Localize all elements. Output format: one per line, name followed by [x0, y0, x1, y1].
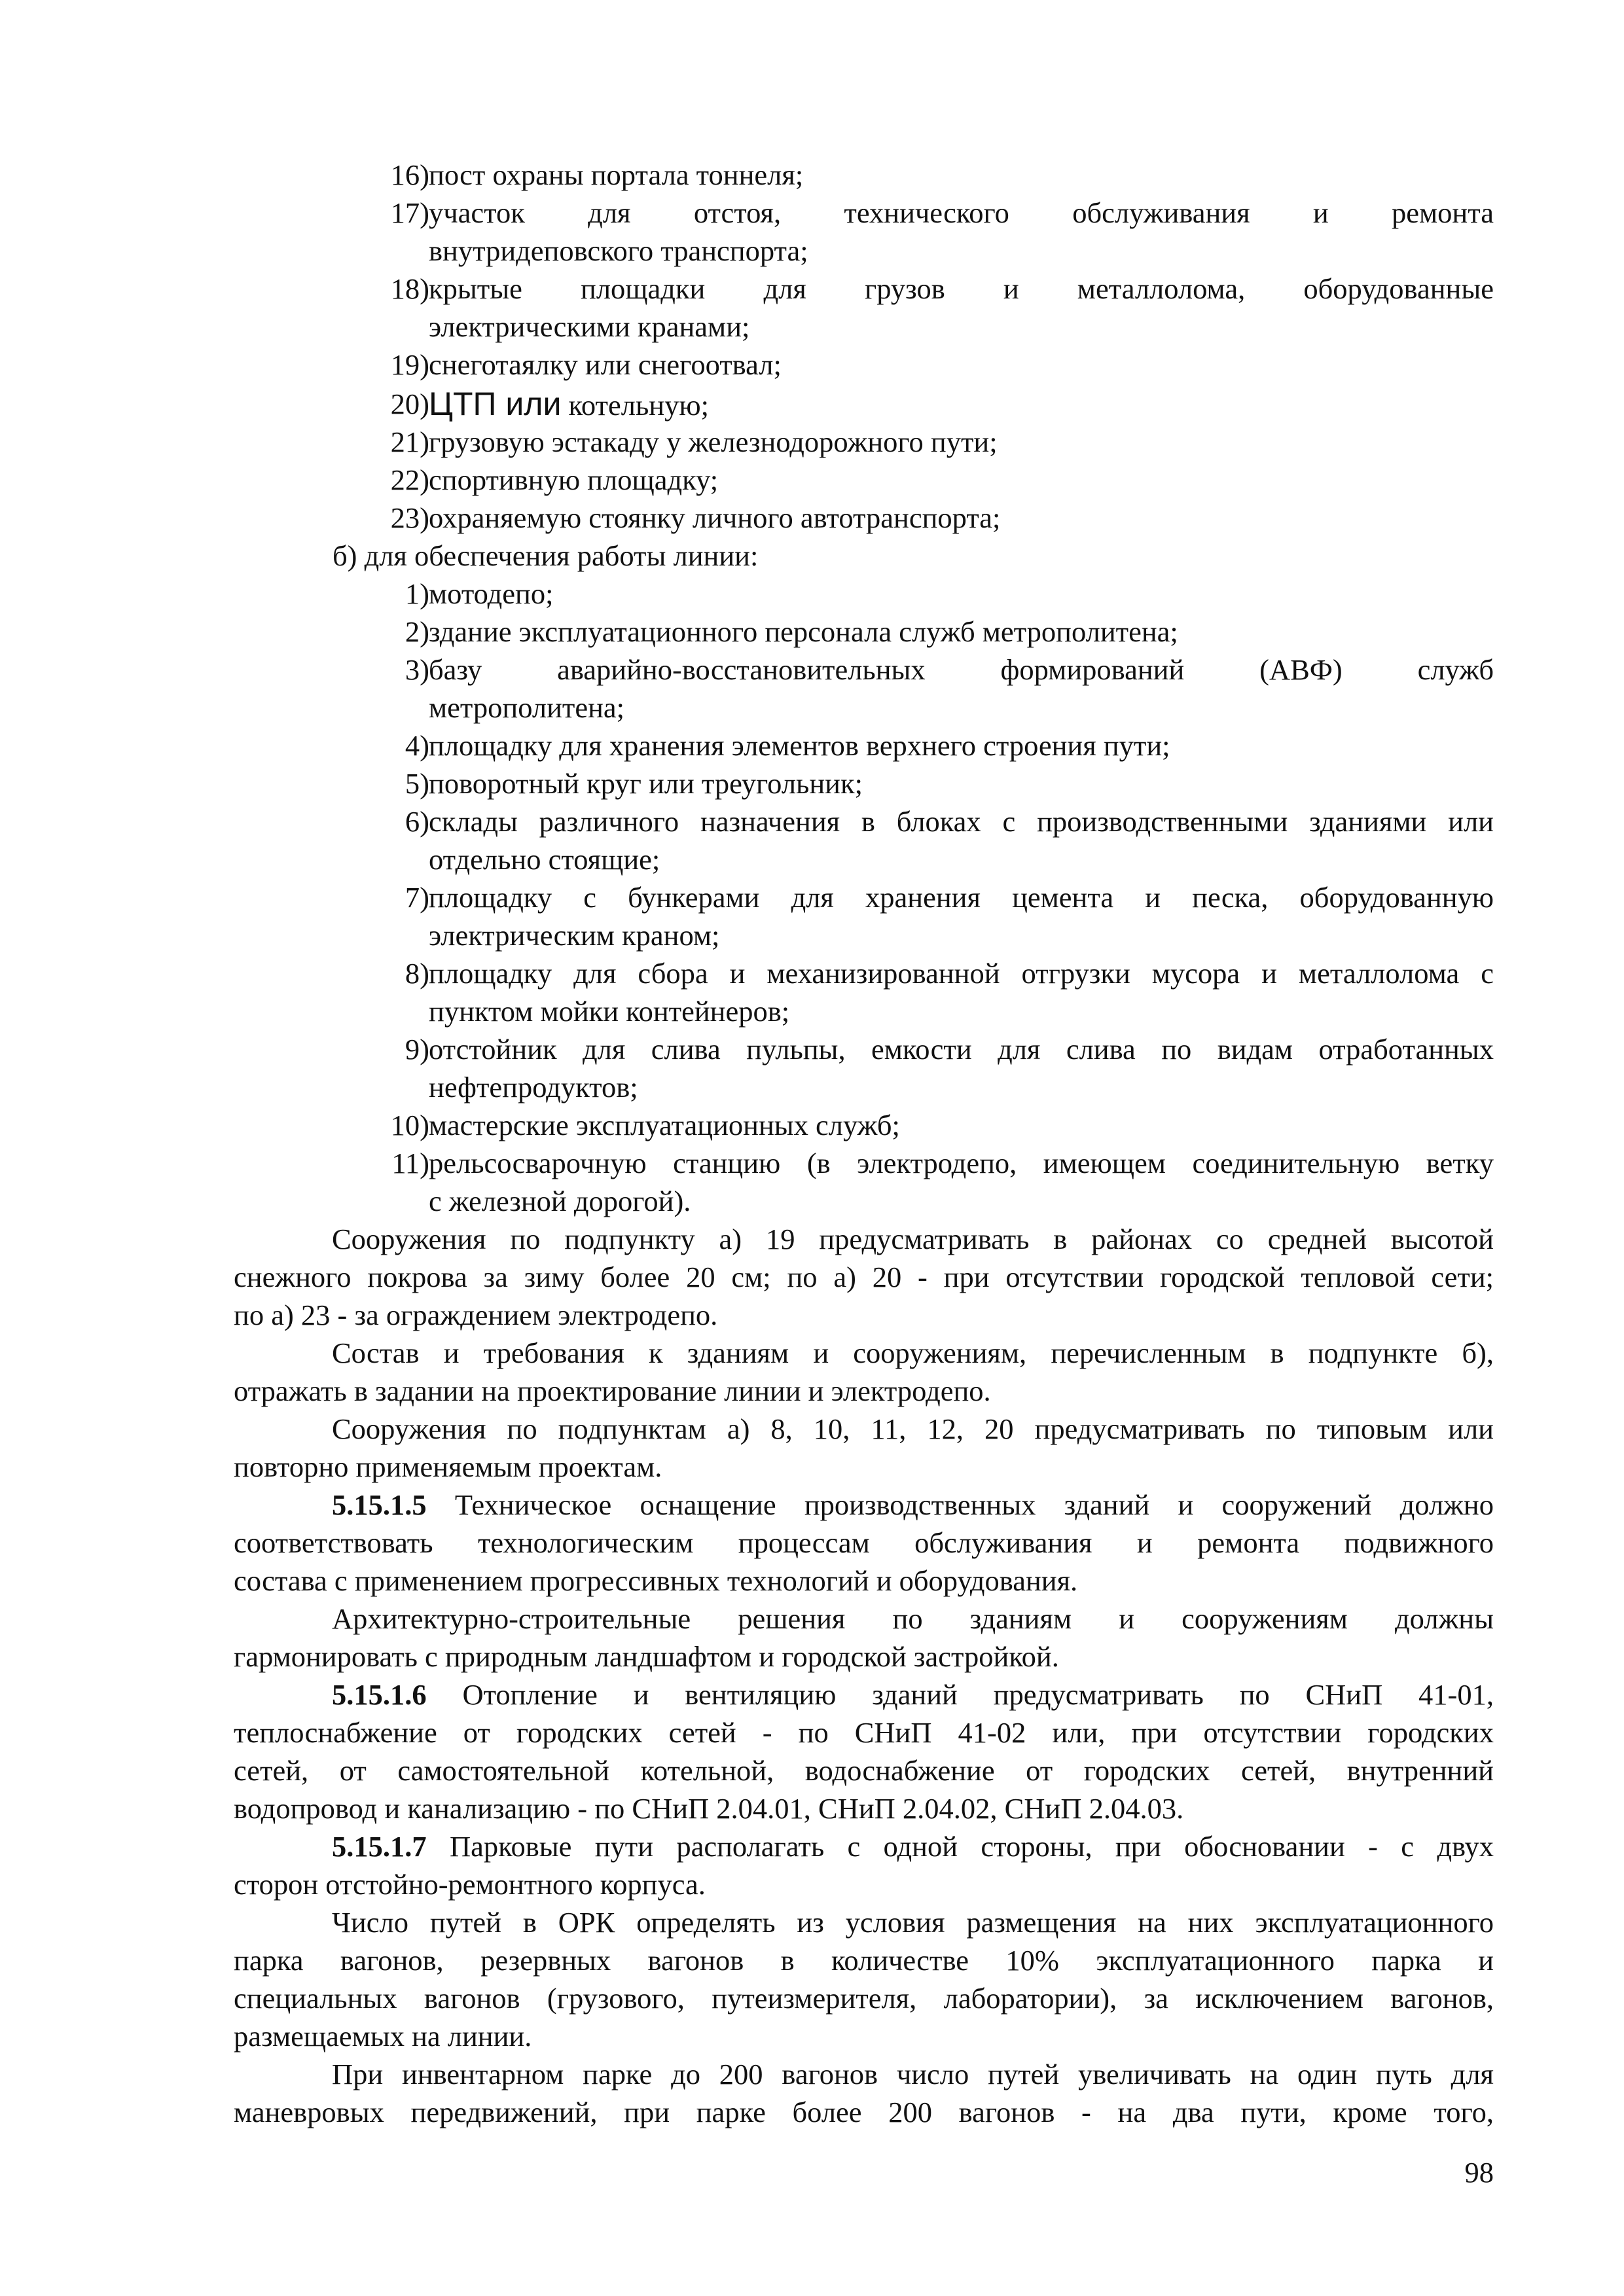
list-item-text: внутридеповского транспорта; [429, 234, 808, 267]
list-item-number: 20) [390, 387, 429, 420]
paragraph-line: размещаемых на линии. [234, 2020, 532, 2053]
paragraph-line: маневровых передвижений, при парке более 200 вагонов - на два пути, кроме того, [234, 2096, 1494, 2128]
list-item-text: мастерские эксплуатационных служб; [429, 1109, 900, 1141]
list-item-text: спортивную площадку; [429, 463, 719, 496]
clause-text: Парковые пути располагать с одной стороны, при обосновании - с двух [426, 1830, 1494, 1863]
list-item-text: отстойник для слива пульпы, емкости для слива по видам отработанных [429, 1033, 1494, 1066]
list-item-text: площадку для сбора и механизированной отгрузки мусора и металлолома с [429, 957, 1494, 990]
list-item-text-rest: котельную; [561, 389, 709, 422]
list-item-number: 1) [405, 577, 429, 610]
list-item-text: грузовую эстакаду у железнодорожного пути; [429, 425, 998, 458]
paragraph-line: Сооружения по подпунктам а) 8, 10, 11, 12, 20 предусматривать по типовым или [332, 1412, 1494, 1445]
paragraph-line [332, 1827, 1494, 1865]
list-item-number: 6) [405, 805, 429, 838]
list-item-text: площадку с бункерами для хранения цемента и песка, оборудованную [429, 881, 1494, 914]
list-item-text: метрополитена; [429, 691, 625, 724]
clause-number: 5.15.1.5 [332, 1488, 427, 1521]
list-item-number: 7) [405, 881, 429, 914]
page-number: 98 [1464, 2156, 1494, 2189]
paragraph-line: по а) 23 - за ограждением электродепо. [234, 1299, 718, 1331]
list-item-number: 21) [390, 425, 429, 458]
list-item-text: крытые площадки для грузов и металлолома, оборудованные [429, 272, 1494, 305]
list-item-number: 8) [405, 957, 429, 990]
paragraph-line [332, 1486, 1494, 1524]
list-item-number: 18) [390, 272, 429, 305]
list-item-text: охраняемую стоянку личного автотранспорта; [429, 501, 1001, 534]
paragraph-line: сторон отстойно-ремонтного корпуса. [234, 1868, 706, 1901]
paragraph-line: повторно применяемым проектам. [234, 1450, 662, 1483]
list-item-text: мотодепо; [429, 577, 554, 610]
clause-number: 5.15.1.7 [332, 1830, 427, 1863]
paragraph-line: парка вагонов, резервных вагонов в количестве 10% эксплуатационного парка и [234, 1944, 1494, 1977]
list-item-number: 17) [390, 196, 429, 229]
list-item-number: 16) [390, 158, 429, 191]
list-item-number: 10) [390, 1109, 429, 1141]
list-item-text [429, 385, 709, 424]
paragraph-line: снежного покрова за зиму более 20 см; по а) 20 - при отсутствии городской тепловой сети; [234, 1261, 1494, 1293]
list-item-text: нефтепродуктов; [429, 1071, 638, 1103]
list-item-number: 19) [390, 348, 429, 381]
list-item-text: поворотный круг или треугольник; [429, 767, 863, 800]
sub-heading-b: б) для обеспечения работы линии: [333, 539, 759, 572]
list-item-text: склады различного назначения в блоках с производственными зданиями или [429, 805, 1494, 838]
list-item-number: 4) [405, 729, 429, 762]
paragraph-line: Состав и требования к зданиям и сооружениям, перечисленным в подпункте б), [332, 1336, 1494, 1369]
paragraph-line: Архитектурно-строительные решения по зданиям и сооружениям должны [332, 1602, 1494, 1635]
list-item-text: с железной дорогой). [429, 1185, 691, 1217]
paragraph-line: состава с применением прогрессивных технологий и оборудования. [234, 1564, 1078, 1597]
paragraph-line: Число путей в ОРК определять из условия размещения на них эксплуатационного [332, 1906, 1494, 1939]
clause-text: Техническое оснащение производственных зданий и сооружений должно [426, 1488, 1494, 1521]
list-item-text-large: ЦТП или [429, 386, 562, 422]
paragraph-line: соответствовать технологическим процессам обслуживания и ремонта подвижного [234, 1526, 1494, 1559]
list-item-number: 5) [405, 767, 429, 800]
list-item-text: пунктом мойки контейнеров; [429, 995, 790, 1028]
list-item-text: площадку для хранения элементов верхнего строения пути; [429, 729, 1170, 762]
paragraph-line: водопровод и канализацию - по СНиП 2.04.01, СНиП 2.04.02, СНиП 2.04.03. [234, 1792, 1184, 1825]
list-item-text: снеготаялку или снегоотвал; [429, 348, 782, 381]
list-item-number: 23) [390, 501, 429, 534]
list-item-text: электрическими кранами; [429, 310, 750, 343]
list-item-text: электрическим краном; [429, 919, 720, 952]
paragraph-line: гармонировать с природным ландшафтом и городской застройкой. [234, 1640, 1059, 1673]
list-item-number: 3) [405, 653, 429, 686]
list-item-number: 9) [405, 1033, 429, 1066]
list-item-text: рельсосварочную станцию (в электродепо, имеющем соединительную ветку [429, 1147, 1494, 1179]
paragraph-line: теплоснабжение от городских сетей - по СНиП 41-02 или, при отсутствии городских [234, 1716, 1494, 1749]
list-item-text: здание эксплуатационного персонала служб метрополитена; [429, 615, 1178, 648]
paragraph-line: При инвентарном парке до 200 вагонов число путей увеличивать на один путь для [332, 2058, 1494, 2090]
list-item-number: 11) [391, 1147, 429, 1179]
list-item-number: 22) [390, 463, 429, 496]
list-item-text: отдельно стоящие; [429, 843, 660, 876]
clause-number: 5.15.1.6 [332, 1678, 427, 1711]
clause-text: Отопление и вентиляцию зданий предусматривать по СНиП 41-01, [426, 1678, 1494, 1711]
list-item-number: 2) [405, 615, 429, 648]
list-item-text: базу аварийно-восстановительных формирований (АВФ) служб [429, 653, 1494, 686]
list-item-text: участок для отстоя, технического обслуживания и ремонта [429, 196, 1494, 229]
paragraph-line: Сооружения по подпункту а) 19 предусматривать в районах со средней высотой [332, 1223, 1494, 1255]
list-item-text: пост охраны портала тоннеля; [429, 158, 804, 191]
paragraph-line: специальных вагонов (грузового, путеизмерителя, лаборатории), за исключением вагонов, [234, 1982, 1494, 2015]
paragraph-line: отражать в задании на проектирование линии и электродепо. [234, 1374, 991, 1407]
paragraph-line: сетей, от самостоятельной котельной, водоснабжение от городских сетей, внутренний [234, 1754, 1494, 1787]
paragraph-line [332, 1676, 1494, 1713]
